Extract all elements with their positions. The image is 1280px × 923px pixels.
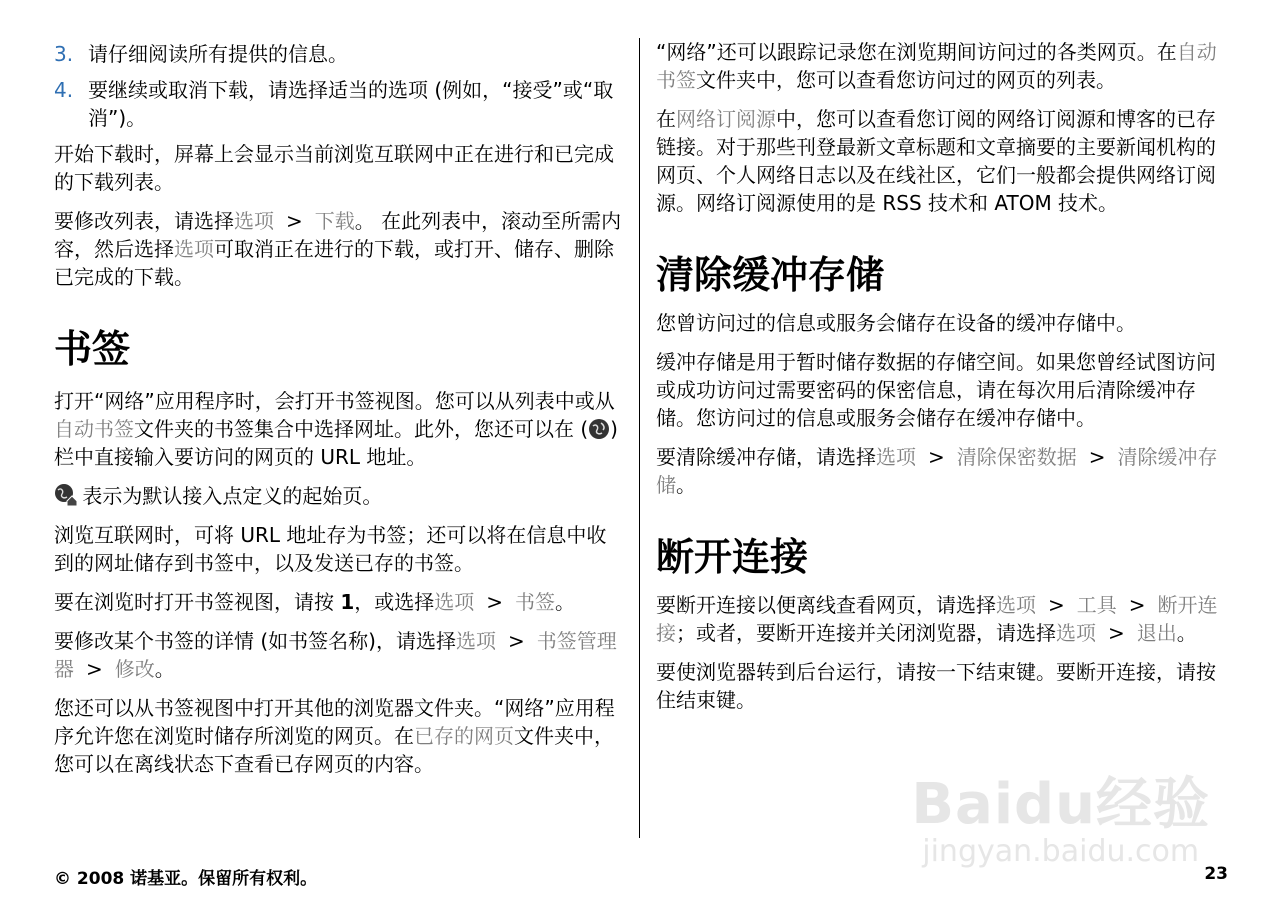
menu-path-exit: 退出: [1136, 621, 1177, 645]
path-separator: >: [1128, 593, 1146, 617]
path-separator: >: [507, 629, 525, 653]
text: 文件夹中，您可以在离线状态下查看已存网页的内容。: [54, 724, 614, 776]
menu-path-auto-bookmarks: 自动书签: [656, 40, 1217, 92]
menu-path-clear-cache: 清除缓冲存储: [656, 445, 1218, 497]
text: 要修改某个书签的详情 (如书签名称)，请选择: [54, 629, 456, 653]
heading-bookmarks: 书签: [54, 327, 131, 371]
path-separator: >: [1108, 621, 1125, 645]
footer-copyright: © 2008 诺基亚。保留所有权利。: [54, 869, 318, 889]
paragraph-cache-1: 您曾访问过的信息或服务会储存在设备的缓冲存储中。: [656, 311, 1136, 335]
menu-path-options: 选项: [434, 590, 475, 614]
paragraph-open-browser: [54, 387, 626, 471]
text: 文件夹中，您可以查看您访问过的网页的列表。: [696, 68, 1116, 92]
menu-path-bookmarks: 书签: [515, 590, 556, 614]
text: ；或者，要断开连接并关闭浏览器，请选择: [676, 621, 1056, 645]
paragraph-download-list: 开始下载时，屏幕上会显示当前浏览互联网中正在进行和已完成的下载列表。: [54, 142, 614, 194]
text: 要修改列表，请选择: [54, 209, 234, 233]
list-item-3: [54, 40, 626, 68]
text: 表示为默认接入点定义的起始页。: [82, 484, 383, 508]
paragraph-web-feeds: [656, 105, 1228, 217]
text: ) 栏中直接输入要访问的网页的 URL 地址。: [54, 417, 618, 469]
baidu-watermark: [911, 760, 1210, 869]
menu-path-options: 选项: [1056, 621, 1096, 645]
column-divider: [639, 38, 640, 838]
menu-path-downloads: 下载: [314, 209, 355, 233]
menu-path-web-feeds: 网络订阅源: [676, 107, 776, 131]
menu-path-auto-bookmarks: 自动书签: [54, 417, 134, 441]
text: 。: [1176, 621, 1197, 645]
paragraph-edit-bookmark: [54, 627, 626, 683]
text: 要断开连接以便离线查看网页，请选择: [656, 593, 996, 617]
text: “网络”还可以跟踪记录您在浏览期间访问过的各类网页。在: [656, 40, 1177, 64]
text: 。: [154, 657, 175, 681]
paragraph-history: [656, 38, 1228, 94]
path-separator: >: [86, 657, 103, 681]
globe-home-icon: [54, 483, 76, 505]
list-text: 请仔细阅读所有提供的信息。: [88, 42, 348, 66]
paragraph-clear-cache-steps: [656, 443, 1228, 499]
menu-path-options: 选项: [174, 237, 214, 261]
watermark-url: jingyan.baidu.com: [922, 834, 1200, 869]
path-separator: >: [486, 590, 504, 614]
paragraph-modify-list: [54, 207, 626, 291]
menu-path-clear-privacy: 清除保密数据: [956, 445, 1077, 469]
menu-path-options: 选项: [996, 593, 1036, 617]
path-separator: >: [928, 445, 945, 469]
paragraph-disconnect-steps: [656, 591, 1228, 647]
list-text: 要继续或取消下载，请选择适当的选项 (例如，“接受”或“取消”)。: [88, 78, 614, 130]
path-separator: >: [1088, 445, 1106, 469]
path-separator: >: [286, 209, 303, 233]
right-column: [656, 38, 1228, 725]
path-separator: >: [1048, 593, 1065, 617]
paragraph-save-url: 浏览互联网时，可将 URL 地址存为书签；还可以将在信息中收到的网址储存到书签中，以及发送已存的书签。: [54, 523, 607, 575]
list-number: 3.: [54, 42, 74, 66]
text: 打开“网络”应用程序时，会打开书签视图。您可以从列表中或从: [54, 389, 615, 413]
menu-path-options: 选项: [876, 445, 916, 469]
text: 。: [676, 473, 696, 497]
menu-path-disconnect: 断开连接: [656, 593, 1218, 645]
heading-disconnect: 断开连接: [656, 535, 809, 579]
paragraph-open-bookmark-view: [54, 588, 626, 616]
page-number: 23: [1204, 864, 1228, 884]
text: 可取消正在进行的下载，或打开、储存、删除已完成的下载。: [54, 237, 614, 289]
menu-path-edit: 修改: [114, 657, 155, 681]
heading-clear-cache: 清除缓冲存储: [656, 253, 885, 297]
text: 。: [555, 590, 576, 614]
list-number: 4.: [54, 78, 74, 102]
menu-path-options: 选项: [234, 209, 274, 233]
text: 要清除缓冲存储，请选择: [656, 445, 876, 469]
text: 文件夹的书签集合中选择网址。此外，您还可以在 (: [134, 417, 589, 441]
paragraph-background: 要使浏览器转到后台运行，请按一下结束键。要断开连接，请按住结束键。: [656, 660, 1216, 712]
list-item-4: [54, 76, 626, 132]
paragraph-cache-2: 缓冲存储是用于暂时储存数据的存储空间。如果您曾经试图访问或成功访问过需要密码的保密信息，请在每次用后清除缓冲存储。您访问过的信息或服务会储存在缓冲存储中。: [656, 350, 1216, 430]
menu-path-bookmark-manager: 书签管理器: [54, 629, 617, 681]
globe-icon: [588, 418, 610, 440]
text: ，或选择: [354, 590, 435, 614]
menu-path-saved-pages: 已存的网页: [414, 724, 514, 748]
text: 在: [656, 107, 676, 131]
watermark-logo: Baidu经验: [911, 772, 1210, 837]
text: 要在浏览时打开书签视图，请按: [54, 590, 334, 614]
paragraph-home-page-icon: [54, 482, 626, 510]
text: 。 在此列表中，滚动至所需内容，然后选择: [54, 209, 622, 261]
key-label: 1: [340, 590, 355, 614]
text: 中，您可以查看您订阅的网络订阅源和博客的已存链接。对于那些刊登最新文章标题和文章摘要的主要新闻机构的网页、个人网络日志以及在线社区，它们一般都会提供网络订阅源。网络订阅源使用的是 RSS 技术和 ATOM 技术。: [656, 107, 1216, 215]
paragraph-other-folders: [54, 694, 626, 778]
menu-path-tools: 工具: [1076, 593, 1117, 617]
left-column: [54, 40, 626, 789]
menu-path-options: 选项: [455, 629, 496, 653]
text: 您还可以从书签视图中打开其他的浏览器文件夹。“网络”应用程序允许您在浏览时储存所浏览的网页。在: [54, 696, 615, 748]
